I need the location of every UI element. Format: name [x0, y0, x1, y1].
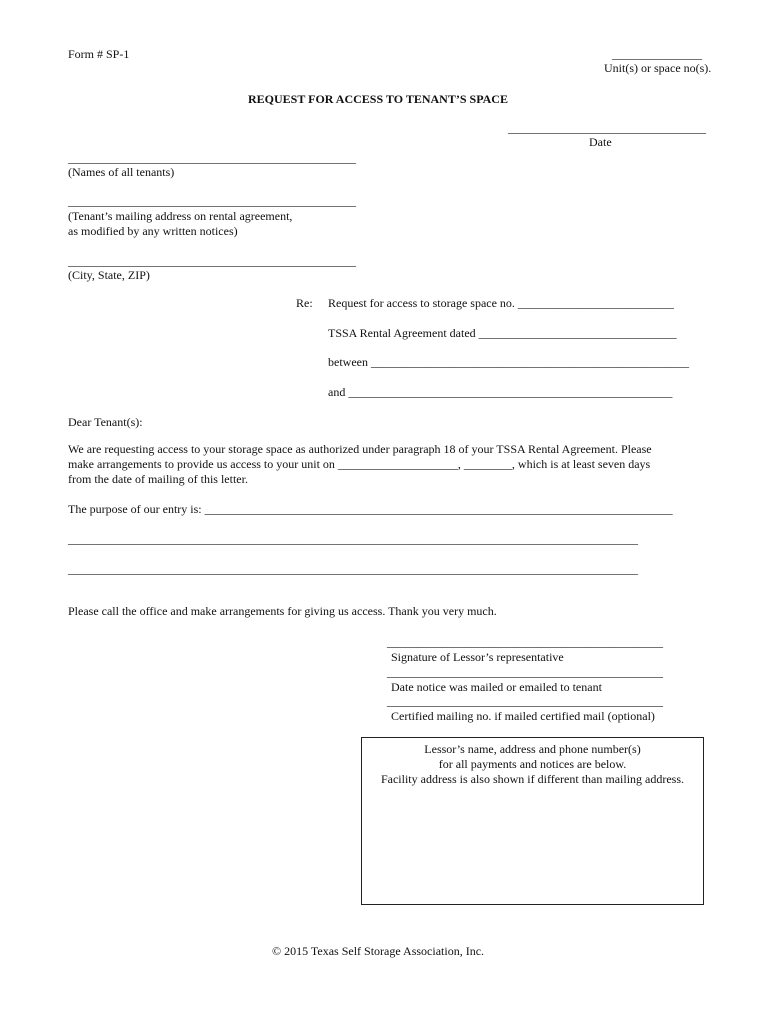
form-number: Form # SP-1	[68, 47, 130, 61]
date-label: Date	[589, 135, 612, 149]
lessor-info-box	[361, 737, 704, 905]
lessor-box-line-2: for all payments and notices are below.	[438, 757, 627, 771]
copyright-footer: © 2015 Texas Self Storage Association, Inc.	[272, 944, 485, 958]
body-line-3: from the date of mailing of this letter.	[68, 472, 248, 486]
date-line: _________________________________	[508, 121, 706, 135]
re-rental-agreement-line: TSSA Rental Agreement dated _________________________________	[328, 326, 677, 340]
lessor-box-line-1: Lessor’s name, address and phone number(s)	[424, 742, 641, 756]
mailed-date-line: ______________________________________________	[387, 665, 663, 679]
unit-number-line: _______________	[612, 47, 702, 61]
re-label: Re:	[296, 296, 313, 310]
certified-mail-line: ______________________________________________	[387, 694, 663, 708]
unit-number-label: Unit(s) or space no(s).	[604, 61, 712, 75]
tenant-address-line: ________________________________________________	[68, 194, 356, 208]
tenant-city-line: ________________________________________________	[68, 254, 356, 268]
signature-line: ______________________________________________	[387, 635, 663, 649]
purpose-line: The purpose of our entry is: ______________________________________________________________________________	[68, 502, 673, 516]
page-title: REQUEST FOR ACCESS TO TENANT’S SPACE	[248, 92, 508, 106]
purpose-blank-line-3: _______________________________________________________________________________________________	[68, 562, 638, 576]
re-storage-space-line: Request for access to storage space no. __________________________	[328, 296, 674, 310]
re-and-line: and ______________________________________________________	[328, 385, 673, 399]
body-line-1: We are requesting access to your storage space as authorized under paragraph 18 of your TSSA Rental Agreement. Please	[68, 442, 652, 456]
tenant-address-label-2: as modified by any written notices)	[68, 224, 238, 238]
tenant-city-label: (City, State, ZIP)	[68, 268, 150, 282]
salutation: Dear Tenant(s):	[68, 415, 143, 429]
mailed-date-label: Date notice was mailed or emailed to tenant	[391, 680, 602, 694]
certified-mail-label: Certified mailing no. if mailed certified mail (optional)	[391, 709, 655, 723]
lessor-box-line-3: Facility address is also shown if different than mailing address.	[380, 772, 685, 786]
signature-label: Signature of Lessor’s representative	[391, 650, 564, 664]
tenant-names-line: ________________________________________________	[68, 151, 356, 165]
tenant-address-label-1: (Tenant’s mailing address on rental agreement,	[68, 209, 293, 223]
closing-text: Please call the office and make arrangements for giving us access. Thank you very much.	[68, 604, 497, 618]
tenant-names-label: (Names of all tenants)	[68, 165, 175, 179]
body-line-2: make arrangements to provide us access to your unit on ____________________, ________, which is at least seven days	[68, 457, 651, 471]
purpose-blank-line-2: _______________________________________________________________________________________________	[68, 532, 638, 546]
re-between-line: between _____________________________________________________	[328, 355, 689, 369]
